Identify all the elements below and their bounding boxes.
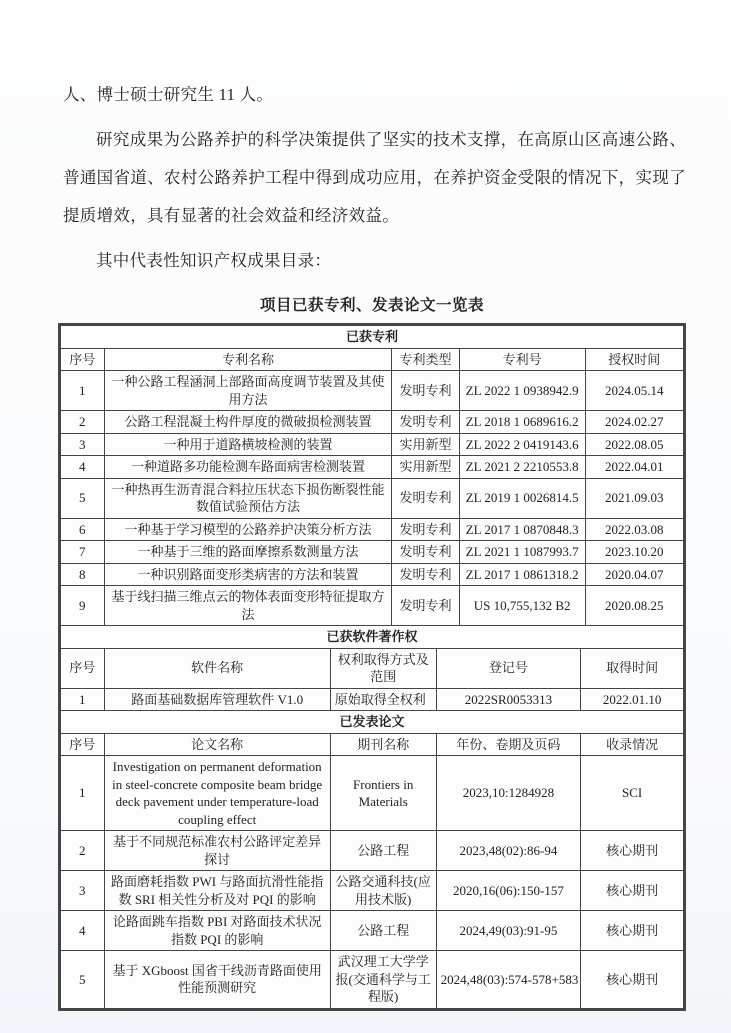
table-cell: 一种基于三维的路面摩擦系数测量方法: [104, 541, 392, 564]
column-header: 软件名称: [104, 648, 330, 688]
table-cell: 4: [61, 911, 105, 951]
table-cell: 核心期刊: [581, 831, 684, 871]
table-cell: 原始取得全权利: [330, 688, 436, 711]
table-cell: 2020,16(06):150-157: [436, 871, 581, 911]
table-cell: US 10,755,132 B2: [459, 586, 585, 626]
table-cell: 2024.05.14: [585, 371, 683, 411]
table-cell: 1: [61, 756, 105, 831]
table-cell: 3: [61, 433, 105, 456]
table-cell: 2023,10:1284928: [436, 756, 581, 831]
column-header: 序号: [61, 648, 105, 688]
table-cell: 5: [61, 478, 105, 518]
column-header-row: [61, 648, 684, 688]
table-cell: 发明专利: [392, 518, 459, 541]
table-cell: 2024.02.27: [585, 411, 683, 434]
table-cell: 发明专利: [392, 478, 459, 518]
table-cell: 公路工程混凝土构件厚度的微破损检测装置: [104, 411, 392, 434]
table-cell: 2022.04.01: [585, 456, 683, 479]
table-cell: 核心期刊: [581, 911, 684, 951]
section-title: 已发表论文: [61, 711, 684, 734]
body-paragraph-continuation: 人、博士硕士研究生 11 人。: [63, 85, 274, 104]
column-header: 序号: [61, 348, 105, 371]
table-cell: 发明专利: [392, 411, 459, 434]
table-cell: 7: [61, 541, 105, 564]
section-header-row: [61, 326, 684, 349]
table-cell: ZL 2017 1 0870848.3: [459, 518, 585, 541]
table-row: [61, 871, 684, 911]
table-cell: 1: [61, 371, 105, 411]
table-cell: 2024,49(03):91-95: [436, 911, 581, 951]
column-header: 取得时间: [581, 648, 684, 688]
table-cell: 6: [61, 518, 105, 541]
table-cell: 发明专利: [392, 371, 459, 411]
table-row: [61, 563, 684, 586]
table-cell: ZL 2019 1 0026814.5: [459, 478, 585, 518]
table-cell: 一种道路多功能检测车路面病害检测装置: [104, 456, 392, 479]
table-cell: 2022.01.10: [581, 688, 684, 711]
column-header: 登记号: [436, 648, 581, 688]
table-cell: ZL 2018 1 0689616.2: [459, 411, 585, 434]
table-cell: 8: [61, 563, 105, 586]
column-header: 序号: [61, 733, 105, 756]
table-cell: ZL 2017 1 0861318.2: [459, 563, 585, 586]
table-cell: 2020.04.07: [585, 563, 683, 586]
table-row: [61, 586, 684, 626]
section-software: [60, 625, 684, 711]
body-paragraph-catalog-intro: 其中代表性知识产权成果目录：: [96, 251, 332, 270]
table-cell: 发明专利: [392, 586, 459, 626]
table-row: [61, 456, 684, 479]
table-cell: 3: [61, 871, 105, 911]
section-header-row: [61, 711, 684, 734]
section-title: 已获软件著作权: [61, 626, 684, 649]
table-row: [61, 478, 684, 518]
table-row: [61, 433, 684, 456]
table-cell: 一种基于学习模型的公路养护决策分析方法: [104, 518, 392, 541]
table-cell: 4: [61, 456, 105, 479]
table-row: [61, 831, 684, 871]
table-cell: 1: [61, 688, 105, 711]
table-cell: 2020.08.25: [585, 586, 683, 626]
table-title: 项目已获专利、发表论文一览表: [259, 297, 484, 314]
section-papers: [60, 710, 684, 1009]
table-row: [61, 371, 684, 411]
column-header: 期刊名称: [330, 733, 436, 756]
table-cell: 一种识别路面变形类病害的方法和装置: [104, 563, 392, 586]
column-header: 授权时间: [585, 348, 683, 371]
column-header: 论文名称: [104, 733, 330, 756]
table-row: [61, 411, 684, 434]
section-title: 已获专利: [61, 326, 684, 349]
column-header-row: [61, 348, 684, 371]
table-row: [61, 688, 684, 711]
table-cell: 路面基础数据库管理软件 V1.0: [104, 688, 330, 711]
table-cell: 2024,48(03):574-578+583: [436, 951, 581, 1009]
table-cell: 核心期刊: [581, 951, 684, 1009]
column-header: 收录情况: [581, 733, 684, 756]
table-cell: 2: [61, 411, 105, 434]
table-cell: SCI: [581, 756, 684, 831]
table-row: [61, 951, 684, 1009]
table-cell: 2022SR0053313: [436, 688, 581, 711]
table-cell: 公路工程: [330, 911, 436, 951]
table-row: [61, 541, 684, 564]
table-cell: 2023.10.20: [585, 541, 683, 564]
table-cell: 核心期刊: [581, 871, 684, 911]
table-row: [61, 518, 684, 541]
table-cell: ZL 2022 1 0938942.9: [459, 371, 585, 411]
column-header: 专利名称: [104, 348, 392, 371]
column-header: 专利号: [459, 348, 585, 371]
table-row: [61, 756, 684, 831]
table-cell: 论路面跳车指数 PBI 对路面技术状况指数 PQI 的影响: [104, 911, 330, 951]
column-header: 年份、卷期及页码: [436, 733, 581, 756]
table-cell: ZL 2021 2 2210553.8: [459, 456, 585, 479]
section-patents: [60, 325, 684, 626]
table-cell: 实用新型: [392, 433, 459, 456]
table-cell: 武汉理工大学学报(交通科学与工程版): [330, 951, 436, 1009]
table-cell: 基于 XGboost 国省干线沥青路面使用性能预测研究: [104, 951, 330, 1009]
table-cell: 9: [61, 586, 105, 626]
table-cell: 2: [61, 831, 105, 871]
table-cell: 一种热再生沥青混合料拉压状态下损伤断裂性能数值试验预估方法: [104, 478, 392, 518]
table-cell: 路面磨耗指数 PWI 与路面抗滑性能指数 SRI 相关性分析及对 PQI 的影响: [104, 871, 330, 911]
column-header: 权利取得方式及范围: [330, 648, 436, 688]
table-cell: 基于线扫描三维点云的物体表面变形特征提取方法: [104, 586, 392, 626]
table-cell: 2022.08.05: [585, 433, 683, 456]
body-paragraph-results: 研究成果为公路养护的科学决策提供了坚实的技术支撑，在高原山区高速公路、普通国省道、农村公路养护工程中得到成功应用，在养护资金受限的情况下，实现了提质增效，具有显著的社会效益和经济效益。: [63, 130, 686, 225]
table-cell: ZL 2022 2 0419143.6: [459, 433, 585, 456]
table-cell: 公路工程: [330, 831, 436, 871]
table-cell: ZL 2021 1 1087993.7: [459, 541, 585, 564]
table-cell: 5: [61, 951, 105, 1009]
table-cell: Frontiers in Materials: [330, 756, 436, 831]
table-cell: 2023,48(02):86-94: [436, 831, 581, 871]
table-cell: Investigation on permanent deformation in steel-concrete composite beam bridge deck pavement under temperature-load coupling effect: [104, 756, 330, 831]
table-cell: 公路交通科技(应用技术版): [330, 871, 436, 911]
table-cell: 实用新型: [392, 456, 459, 479]
table-cell: 2021.09.03: [585, 478, 683, 518]
table-cell: 发明专利: [392, 563, 459, 586]
column-header-row: [61, 733, 684, 756]
table-cell: 一种公路工程涵洞上部路面高度调节装置及其使用方法: [104, 371, 392, 411]
table-cell: 2022.03.08: [585, 518, 683, 541]
table-cell: 发明专利: [392, 541, 459, 564]
table-row: [61, 911, 684, 951]
table-cell: 基于不同规范标准农村公路评定差异探讨: [104, 831, 330, 871]
column-header: 专利类型: [392, 348, 459, 371]
section-header-row: [61, 626, 684, 649]
ip-results-table: [58, 323, 686, 1011]
table-cell: 一种用于道路横坡检测的装置: [104, 433, 392, 456]
